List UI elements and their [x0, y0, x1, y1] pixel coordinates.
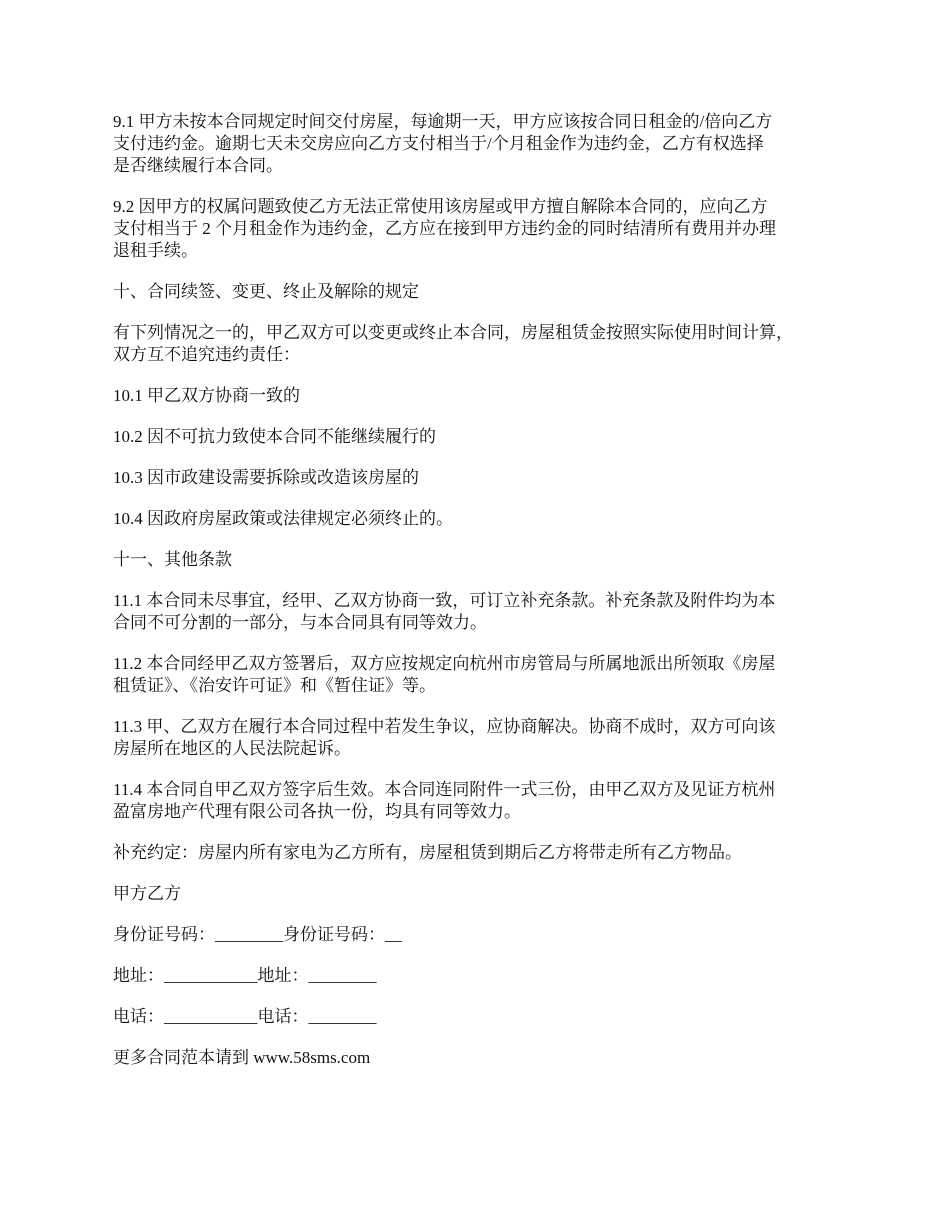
text-line: 双方互不追究违约责任：: [113, 345, 300, 364]
text-line: 11.2 本合同经甲乙双方签署后，双方应按规定向杭州市房管局与所属地派出所领取《房屋: [113, 654, 776, 673]
text-line: 10.2 因不可抗力致使本合同不能继续履行的: [113, 427, 436, 446]
text-line: 补充约定：房屋内所有家电为乙方所有，房屋租赁到期后乙方将带走所有乙方物品。: [113, 843, 742, 862]
clause-10-2: [113, 426, 843, 448]
text-line: 有下列情况之一的，甲乙双方可以变更或终止本合同，房屋租赁金按照实际使用时间计算，: [113, 323, 793, 342]
supplement-clause: [113, 842, 843, 864]
document-page: [113, 111, 843, 1088]
text-line: 合同不可分割的一部分，与本合同具有同等效力。: [113, 613, 487, 632]
phone-line: [113, 1006, 843, 1028]
text-line: 是否继续履行本合同。: [113, 156, 283, 175]
section-heading: 十、合同续签、变更、终止及解除的规定: [113, 282, 419, 301]
clause-10-3: [113, 467, 843, 489]
text-line: 10.3 因市政建设需要拆除或改造该房屋的: [113, 468, 419, 487]
text-line: 甲方乙方: [113, 884, 181, 903]
text-line: 支付违约金。逾期七天未交房应向乙方支付相当于/个月租金作为违约金，乙方有权选择: [113, 134, 764, 153]
clause-11-2: [113, 653, 843, 697]
clause-9-2: [113, 196, 843, 262]
text-line: 房屋所在地区的人民法院起诉。: [113, 739, 351, 758]
section-10-heading: [113, 281, 843, 303]
id-number-line: [113, 924, 843, 946]
clause-10-1: [113, 385, 843, 407]
text-line: 盈富房地产代理有限公司各执一份，均具有同等效力。: [113, 802, 521, 821]
footer-link-line: [113, 1047, 843, 1069]
text-line: 电话：___________电话：________: [113, 1007, 377, 1026]
text-line: 11.1 本合同未尽事宜，经甲、乙双方协商一致，可订立补充条款。补充条款及附件均为本: [113, 591, 776, 610]
text-line: 支付相当于 2 个月租金作为违约金，乙方应在接到甲方违约金的同时结清所有费用并办理: [113, 219, 776, 238]
text-line: 地址：___________地址：________: [113, 966, 377, 985]
section-heading: 十一、其他条款: [113, 550, 232, 569]
section-10-intro: [113, 322, 843, 366]
text-line: 退租手续。: [113, 241, 198, 260]
clause-10-4: [113, 508, 843, 530]
text-line: 11.3 甲、乙双方在履行本合同过程中若发生争议，应协商解决。协商不成时，双方可向该: [113, 717, 776, 736]
text-line: 11.4 本合同自甲乙双方签字后生效。本合同连同附件一式三份，由甲乙双方及见证方杭州: [113, 780, 776, 799]
text-line: 身份证号码：________身份证号码：__: [113, 925, 402, 944]
parties-line: [113, 883, 843, 905]
address-line: [113, 965, 843, 987]
text-line: 10.4 因政府房屋政策或法律规定必须终止的。: [113, 509, 453, 528]
footer-text: 更多合同范本请到 www.58sms.com: [113, 1048, 371, 1067]
text-line: 9.1 甲方未按本合同规定时间交付房屋，每逾期一天，甲方应该按合同日租金的/倍向乙方: [113, 112, 773, 131]
text-line: 9.2 因甲方的权属问题致使乙方无法正常使用该房屋或甲方擅自解除本合同的，应向乙方: [113, 197, 768, 216]
clause-9-1: [113, 111, 843, 177]
text-line: 10.1 甲乙双方协商一致的: [113, 386, 300, 405]
clause-11-3: [113, 716, 843, 760]
text-line: 租赁证》、《治安许可证》和《暂住证》等。: [113, 676, 436, 695]
clause-11-4: [113, 779, 843, 823]
clause-11-1: [113, 590, 843, 634]
section-11-heading: [113, 549, 843, 571]
